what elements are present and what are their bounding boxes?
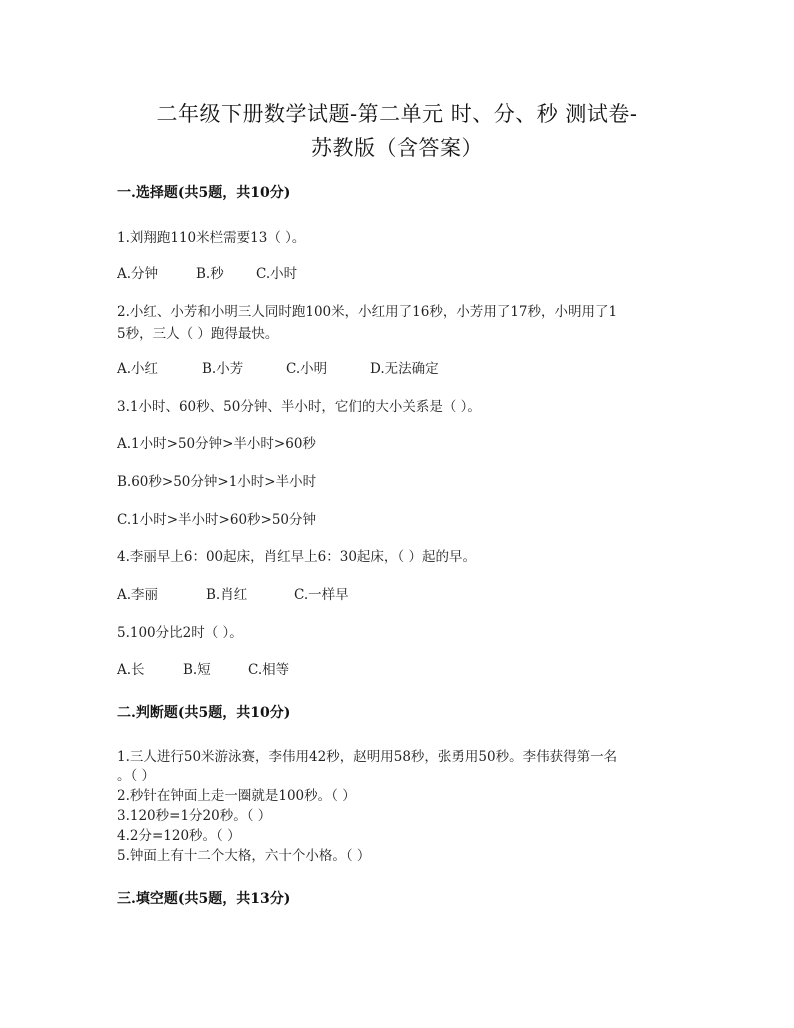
- judge-2: 2.秒针在钟面上走一圈就是100秒。（ ）: [117, 788, 356, 804]
- judge-5: 5.钟面上有十二个大格，六十个小格。（ ）: [117, 848, 371, 864]
- question-3-option-c: C.1小时>半小时>60秒>50分钟: [117, 512, 317, 528]
- question-3-option-b: B.60秒>50分钟>1小时>半小时: [117, 474, 317, 490]
- question-4-stem: 4.李丽早上6：00起床，肖红早上6：30起床，（ ）起的早。: [117, 549, 476, 565]
- question-2-option-b: B.小芳: [202, 361, 244, 377]
- question-3-stem: 3.1小时、60秒、50分钟、半小时，它们的大小关系是（ ）。: [117, 399, 481, 415]
- question-5-option-c: C.相等: [248, 662, 290, 678]
- question-5-stem: 5.100分比2时（ ）。: [117, 625, 243, 641]
- question-2-option-c: C.小明: [286, 361, 328, 377]
- question-5-option-b: B.短: [183, 662, 211, 678]
- question-2-stem-line-2: 5秒，三人（ ）跑得最快。: [117, 326, 279, 342]
- page-title-line-2: 苏教版（含答案）: [311, 136, 483, 160]
- question-2-option-d: D.无法确定: [370, 361, 439, 377]
- question-5-option-a: A.长: [117, 662, 145, 678]
- question-4-option-c: C.一样早: [294, 587, 349, 603]
- question-1-option-b: B.秒: [196, 266, 224, 282]
- section-heading-fill: 三.填空题(共5题，共13分): [117, 891, 291, 907]
- judge-3: 3.120秒=1分20秒。（ ）: [117, 808, 272, 824]
- section-heading-judge: 二.判断题(共5题，共10分): [117, 705, 291, 721]
- question-3-option-a: A.1小时>50分钟>半小时>60秒: [117, 436, 316, 452]
- question-1-option-c: C.小时: [256, 266, 298, 282]
- question-2-stem-line-1: 2.小红、小芳和小明三人同时跑100米，小红用了16秒，小芳用了17秒，小明用了1: [117, 304, 618, 320]
- question-1-stem: 1.刘翔跑110米栏需要13（ ）。: [117, 230, 306, 246]
- judge-1-line-1: 1.三人进行50米游泳赛，李伟用42秒，赵明用58秒，张勇用50秒。李伟获得第一名: [117, 749, 618, 765]
- judge-1-line-2: 。（ ）: [117, 768, 156, 784]
- question-4-option-a: A.李丽: [117, 587, 159, 603]
- question-1-option-a: A.分钟: [117, 266, 159, 282]
- judge-4: 4.2分=120秒。（ ）: [117, 828, 241, 844]
- page-title-line-1: 二年级下册数学试题-第二单元 时、分、秒 测试卷-: [156, 102, 638, 126]
- question-4-option-b: B.肖红: [206, 587, 248, 603]
- question-2-option-a: A.小红: [117, 361, 159, 377]
- section-heading-choice: 一.选择题(共5题，共10分): [117, 185, 291, 201]
